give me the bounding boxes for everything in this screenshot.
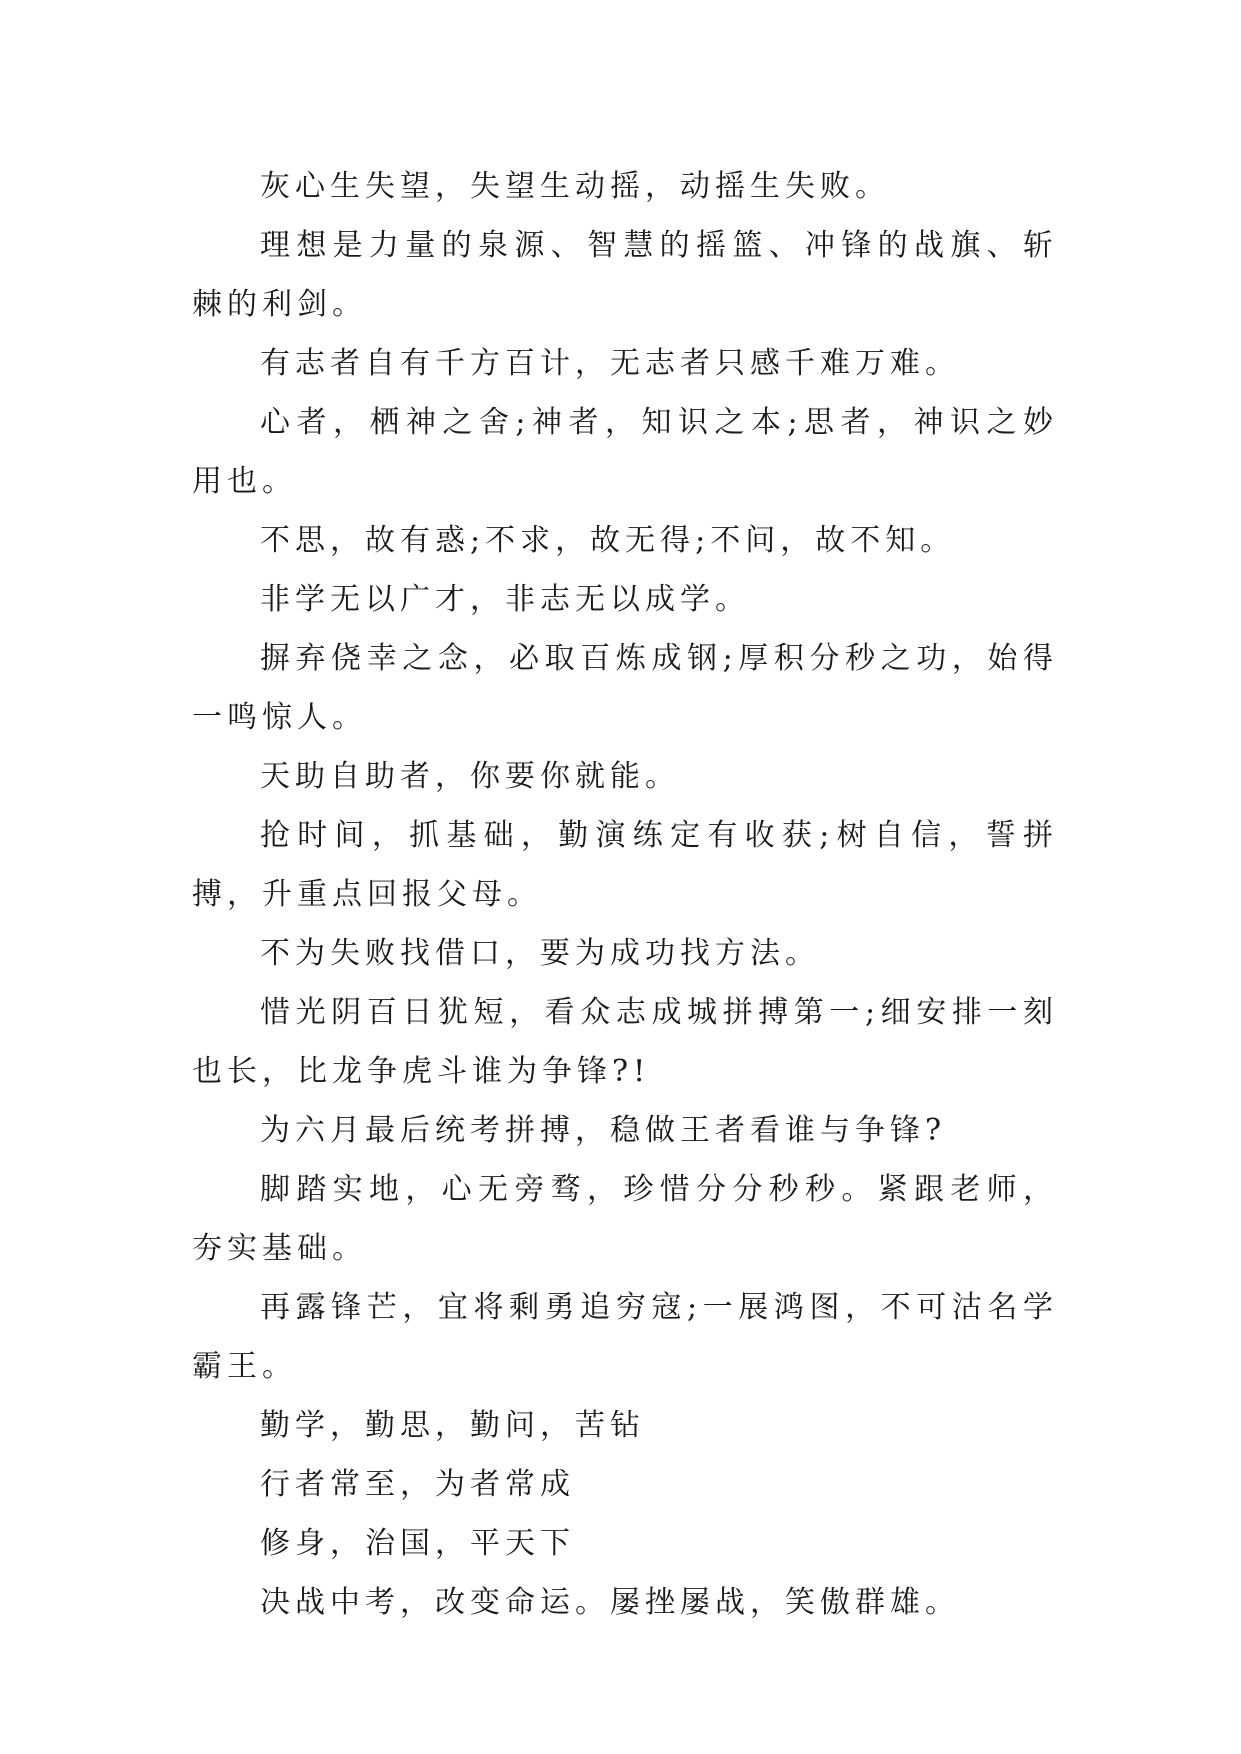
document-body <box>192 157 1058 1632</box>
paragraph: 再露锋芒，宜将剩勇追穷寇;一展鸿图，不可沽名学霸王。 <box>192 1290 1058 1384</box>
paragraph: 脚踏实地，心无旁骛，珍惜分分秒秒。紧跟老师，夯实基础。 <box>192 1172 1058 1266</box>
paragraph: 天助自助者，你要你就能。 <box>260 759 680 794</box>
paragraph: 灰心生失望，失望生动摇，动摇生失败。 <box>260 169 890 204</box>
paragraph: 为六月最后统考拼搏，稳做王者看谁与争锋? <box>260 1113 947 1148</box>
paragraph: 惜光阴百日犹短，看众志成城拼搏第一;细安排一刻也长，比龙争虎斗谁为争锋?! <box>192 995 1058 1089</box>
paragraph: 非学无以广才，非志无以成学。 <box>260 582 750 617</box>
paragraph: 修身，治国，平天下 <box>260 1526 575 1561</box>
paragraph: 抢时间，抓基础，勤演练定有收获;树自信，誓拼搏，升重点回报父母。 <box>192 818 1058 912</box>
paragraph: 勤学，勤思，勤问，苦钻 <box>260 1408 645 1443</box>
paragraph: 摒弃侥幸之念，必取百炼成钢;厚积分秒之功，始得一鸣惊人。 <box>192 641 1058 735</box>
paragraph: 有志者自有千方百计，无志者只感千难万难。 <box>260 346 960 381</box>
paragraph: 决战中考，改变命运。屡挫屡战，笑傲群雄。 <box>260 1585 960 1620</box>
paragraph: 心者，栖神之舍;神者，知识之本;思者，神识之妙用也。 <box>192 405 1058 499</box>
paragraph: 行者常至，为者常成 <box>260 1467 575 1502</box>
paragraph: 不思，故有惑;不求，故无得;不问，故不知。 <box>260 523 956 558</box>
paragraph: 不为失败找借口，要为成功找方法。 <box>260 936 820 971</box>
paragraph: 理想是力量的泉源、智慧的摇篮、冲锋的战旗、斩棘的利剑。 <box>192 228 1058 322</box>
